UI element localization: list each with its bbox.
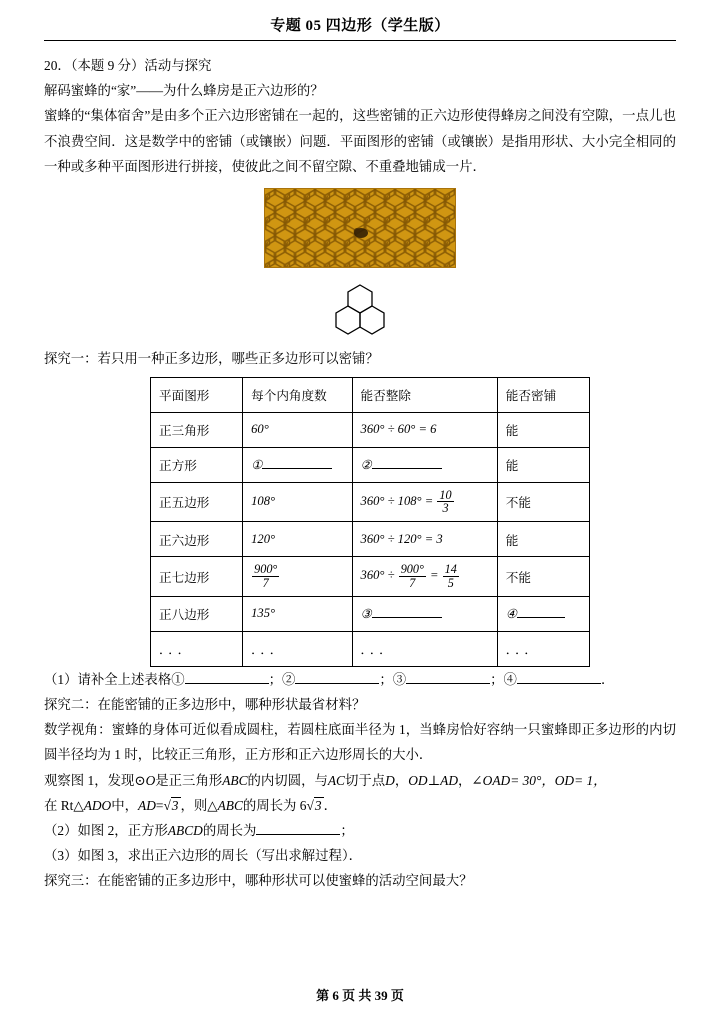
obs-p8: = 30°， [510,772,555,788]
cell-divide-blank [352,596,497,631]
cell-tile: 能 [497,522,589,557]
cell-angle: ．．． [243,631,352,666]
answer-blank[interactable] [372,456,442,469]
cell-shape: 正七边形 [151,557,243,597]
q2-p3: ； [340,822,354,838]
obs-p5: ， [394,772,409,788]
obs-p3: 的内切圆，与 [247,772,328,788]
cell-divide: 360° ÷ 120° = 3 [352,522,497,557]
obs2-p2: 中， [111,797,139,813]
honeycomb-photo [264,188,456,268]
cell-angle: 135° [243,596,352,631]
fraction-numerator: 900° [254,562,278,577]
cell-divide: 360° ÷ 60° = 6 [352,412,497,447]
cell-shape: ．．． [151,631,243,666]
fraction-numerator: 900° [400,562,424,577]
cell-tile-blank [497,596,589,631]
fraction [399,563,426,590]
obs-triangle-ABC: ABC [222,772,248,788]
obs-point-O: O [145,772,156,788]
q1-m2: ；② [268,671,296,687]
obs-segment-AD: AD [440,772,459,788]
table-row [151,522,590,557]
cell-shape: 正六边形 [151,522,243,557]
answer-blank[interactable] [517,605,565,618]
obs-segment-OD-2: OD [554,772,575,788]
obs-segment-AC: AC [327,772,345,788]
cell-angle-blank [243,447,352,482]
answer-blank[interactable] [256,822,340,835]
answer-blank[interactable] [517,671,601,684]
cell-divide [352,482,497,522]
fraction-denominator: 7 [262,575,269,590]
q1-m3: ；③ [379,671,407,687]
blank-marker-1: ① [251,458,263,472]
obs2-p3: = [155,797,164,813]
cell-divide: ．．． [352,631,497,666]
table-header-row [151,377,590,412]
fraction [437,489,453,516]
page-footer: 第 6 页 共 39 页 [316,988,404,1003]
question-2-line [44,818,676,843]
obs2-p6: ． [323,797,337,813]
math-view-paragraph: 数学视角：蜜蜂的身体可近似看成圆柱，若圆柱底面半径为 1，当蜂房恰好容纳一只蜜蜂即正多边形的内切圆半径均为 1 时，比较正三角形，正方形和正六边形周长的大小． [44,721,676,763]
obs-segment-AD-2: AD [138,797,156,813]
cell-tile: 不能 [497,557,589,597]
answer-blank[interactable] [372,605,442,618]
q1-prefix: （1）请补全上述表格① [44,671,185,687]
fraction [443,563,459,590]
question-number: 20． [44,58,71,73]
fraction-denominator: 3 [442,501,449,516]
blank-marker-4: ④ [505,607,518,622]
cell-divide [352,557,497,597]
radicand: 3 [171,797,179,813]
cell-tile: 能 [497,447,589,482]
obs2-p1: 在 Rt△ [44,797,84,813]
q1-end: ． [600,671,615,687]
cell-angle: 120° [243,522,352,557]
table-row [151,631,590,666]
obs-point-D: D [385,772,395,788]
table-header-cell: 能否密铺 [497,377,589,412]
honeycomb-photo-wrap [44,188,676,273]
hexagon-figure-wrap [44,283,676,340]
fraction [252,563,279,590]
obs-triangle-ABC-2: ABC [217,797,243,813]
cell-tile: 能 [497,412,589,447]
blank-marker-2: ② [360,458,372,472]
answer-blank[interactable] [262,456,332,469]
blank-marker-3: ③ [360,607,372,622]
obs-triangle-ADO: ADO [83,797,112,813]
obs-angle-OAD: OAD [482,772,511,788]
table-row [151,412,590,447]
question-number-line [44,53,676,78]
table-header-cell: 能否整除 [352,377,497,412]
cell-divide-blank [352,447,497,482]
q2-p1: （2）如图 2，正方形 [44,822,168,838]
answer-blank[interactable] [185,671,269,684]
header-divider [44,40,676,41]
square-root-3: √3 [163,797,179,813]
fraction-denominator: 7 [409,575,416,590]
cell-shape: 正三角形 [151,412,243,447]
table-row [151,482,590,522]
cell-tile: 不能 [497,482,589,522]
question-paragraph-1: 蜜蜂的“集体宿舍”是由多个正六边形密铺在一起的，这些密铺的正六边形使得蜂房之间没有空隙，一点儿也不浪费空间．这是数学中的密铺（或镶嵌）问题．平面图形的密铺（或镶嵌）是指用形状、大小完全相同的一种或多种平面图形进行拼接，使彼此之间不留空隙、不重叠地铺成一片． [44,108,676,174]
q2-square-ABCD: ABCD [167,822,203,838]
question-3-line: （3）如图 3，求出正六边形的周长（写出求解过程）． [44,847,363,863]
observation-line-2 [44,793,676,818]
obs-p7: ，∠ [458,772,483,788]
table-row [151,596,590,631]
table-row [151,447,590,482]
table-header-cell: 每个内角度数 [243,377,352,412]
obs-segment-OD: OD [408,772,428,788]
question-stem: （本题 9 分）活动与探究 [70,58,212,73]
question-1-line [44,667,676,692]
table-header-cell: 平面图形 [151,377,243,412]
obs2-p4: ，则△ [180,797,218,813]
fraction-numerator: 10 [439,487,452,502]
obs-p1: 观察图 1，发现⊙ [44,772,146,788]
divide-expression-prefix: 360° ÷ [360,568,395,583]
radicand: 3 [314,797,322,813]
explore-3-label: 探究三：在能密铺的正多边形中，哪种形状可以使蜜蜂的活动空间最大？ [44,872,473,888]
fraction-denominator: 5 [447,575,454,590]
page-title: 专题 05 四边形（学生版） [270,18,450,34]
table-row [151,557,590,597]
equals-sign: = [430,568,439,583]
obs-p4: 切于点 [345,772,386,788]
polygon-table [150,377,590,667]
cell-shape: 正五边形 [151,482,243,522]
cell-angle: 60° [243,412,352,447]
fraction-numerator: 14 [444,562,457,577]
obs2-p5: 的周长为 6 [242,797,307,813]
honeycomb-image [265,189,455,267]
divide-expression-prefix: 360° ÷ 108° = [360,493,434,508]
obs-p6: ⊥ [427,772,441,788]
polygon-table-wrap [44,377,676,667]
square-root-3-b: √3 [306,797,322,813]
answer-blank[interactable] [295,671,379,684]
answer-blank[interactable] [406,671,490,684]
observation-line-1 [44,768,676,793]
explore-1-label: 探究一：若只用一种正多边形，哪些正多边形可以密铺？ [44,350,379,366]
obs-p2: 是正三角形 [155,772,223,788]
cell-shape: 正方形 [151,447,243,482]
cell-tile: ．．． [497,631,589,666]
explore-2-label: 探究二：在能密铺的正多边形中，哪种形状最省材料？ [44,696,366,712]
cell-shape: 正八边形 [151,596,243,631]
cell-angle [243,557,352,597]
cell-angle: 108° [243,482,352,522]
q2-p2: 的周长为 [202,822,257,838]
three-hexagon-figure [317,283,403,335]
q1-m4: ；④ [490,671,517,687]
obs-p9: = 1， [574,772,607,788]
question-line-1: 解码蜜蜂的“家”——为什么蜂房是正六边形的？ [44,83,324,98]
